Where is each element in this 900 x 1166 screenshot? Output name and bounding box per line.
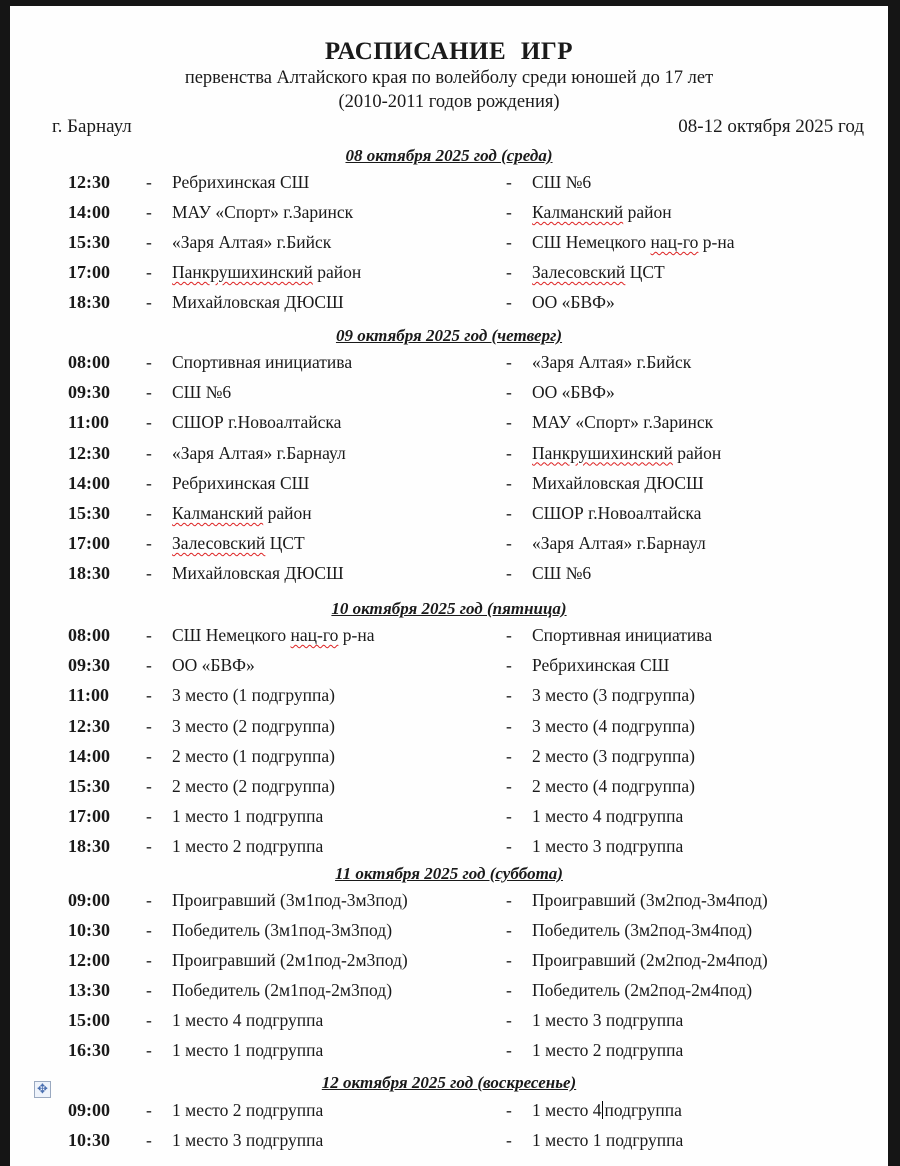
game-time: 09:30 (68, 655, 110, 676)
team-home: 1 место 4 подгруппа (172, 1010, 324, 1030)
game-row (10, 443, 888, 469)
spellcheck-flagged-word: нац-го (290, 625, 339, 645)
day-header: 12 октября 2025 год (воскресенье) (321, 1073, 577, 1092)
dash-separator: - (146, 232, 152, 252)
game-time: 15:00 (68, 1010, 110, 1030)
dash-separator: - (146, 503, 152, 523)
team-home: Победитель (2м1под-2м3под) (172, 980, 393, 1000)
team-home: СШОР г.Новоалтайска (172, 412, 342, 433)
dash-separator: - (506, 172, 512, 192)
game-row (10, 473, 888, 499)
spellcheck-flagged-word: Залесовский (532, 262, 626, 282)
game-time: 09:00 (68, 1100, 110, 1120)
game-time: 09:30 (68, 382, 110, 403)
team-home: Михайловская ДЮСШ (172, 292, 344, 312)
team-home: Спортивная инициатива (172, 352, 353, 372)
dash-separator: - (146, 1130, 152, 1150)
game-time: 14:00 (68, 202, 110, 222)
team-away: ОО «БВФ» (532, 382, 615, 403)
game-row (10, 920, 888, 946)
subtitle-birth-years: (2010-2011 годов рождения) (338, 92, 560, 112)
game-row (10, 950, 888, 976)
team-away: 3 место (4 подгруппа) (532, 715, 695, 736)
event-date-range: 08-12 октября 2025 год (678, 116, 864, 137)
game-time: 15:30 (68, 232, 110, 252)
dash-separator: - (506, 352, 512, 372)
team-home: Ребрихинская СШ (172, 472, 310, 493)
dash-separator: - (506, 950, 512, 970)
dash-separator: - (506, 625, 512, 645)
dash-separator: - (506, 745, 512, 766)
dash-separator: - (506, 292, 512, 312)
game-row (10, 836, 888, 862)
team-away: 2 место (3 подгруппа) (532, 745, 695, 766)
game-row (10, 563, 888, 589)
dash-separator: - (506, 776, 512, 796)
team-home: 3 место (1 подгруппа) (172, 685, 335, 706)
team-away: 2 место (4 подгруппа) (532, 776, 695, 796)
dash-separator: - (506, 806, 512, 827)
team-away: Михайловская ДЮСШ (532, 472, 704, 493)
team-away: Победитель (2м2под-2м4под) (532, 980, 753, 1000)
game-row (10, 655, 888, 681)
team-home: СШ №6 (172, 382, 232, 403)
dash-separator: - (506, 412, 512, 433)
game-time: 12:00 (68, 950, 110, 970)
team-away: 1 место 4 подгруппа (532, 806, 684, 827)
game-row (10, 533, 888, 559)
dash-separator: - (506, 533, 512, 554)
dash-separator: - (146, 890, 152, 910)
game-time: 14:00 (68, 472, 110, 493)
team-away: МАУ «Спорт» г.Заринск (532, 412, 714, 433)
team-away: СШОР г.Новоалтайска (532, 503, 702, 523)
table-move-handle[interactable] (34, 1081, 51, 1098)
game-row (10, 806, 888, 832)
game-time: 18:30 (68, 292, 110, 312)
team-away: Проигравший (2м2под-2м4под) (532, 950, 768, 970)
team-home: 2 место (1 подгруппа) (172, 745, 335, 766)
team-away: Спортивная инициатива (532, 625, 713, 645)
game-time: 08:00 (68, 352, 110, 372)
dash-separator: - (506, 980, 512, 1000)
spellcheck-flagged-word: Залесовский (172, 533, 266, 554)
team-away: СШ №6 (532, 172, 592, 192)
dash-separator: - (146, 172, 152, 192)
team-home: Проигравший (3м1под-3м3под) (172, 890, 408, 910)
game-time: 18:30 (68, 563, 110, 584)
game-row (10, 1100, 888, 1126)
game-time: 08:00 (68, 625, 110, 645)
team-away: ОО «БВФ» (532, 292, 615, 312)
dash-separator: - (506, 442, 512, 463)
document-title: РАСПИСАНИЕ ИГР (324, 38, 574, 65)
dash-separator: - (506, 563, 512, 584)
game-time: 11:00 (68, 685, 110, 706)
dash-separator: - (146, 472, 152, 493)
dash-separator: - (146, 745, 152, 766)
team-away: 3 место (3 подгруппа) (532, 685, 695, 706)
team-home: Калманский район (172, 503, 312, 523)
game-row (10, 382, 888, 408)
team-away: 1 место 4 подгруппа (532, 1100, 682, 1120)
dash-separator: - (506, 232, 512, 252)
team-home: Михайловская ДЮСШ (172, 563, 344, 584)
dash-separator: - (506, 202, 512, 222)
move-arrows-icon: ✥ (37, 1082, 48, 1097)
dash-separator: - (146, 715, 152, 736)
dash-separator: - (506, 262, 512, 282)
team-home: 1 место 3 подгруппа (172, 1130, 324, 1150)
team-home: «Заря Алтая» г.Бийск (172, 232, 332, 252)
team-away: Проигравший (3м2под-3м4под) (532, 890, 768, 910)
team-away: Победитель (3м2под-3м4под) (532, 920, 753, 940)
day-header: 08 октября 2025 год (среда) (345, 146, 553, 165)
team-away: Ребрихинская СШ (532, 655, 670, 676)
game-row (10, 172, 888, 198)
document-page[interactable] (10, 6, 888, 1166)
dash-separator: - (146, 442, 152, 463)
dash-separator: - (506, 503, 512, 523)
game-row (10, 776, 888, 802)
game-row (10, 1010, 888, 1036)
dash-separator: - (506, 1010, 512, 1030)
subtitle-championship: первенства Алтайского края по волейболу среди юношей до 17 лет (184, 68, 714, 88)
dash-separator: - (506, 382, 512, 403)
dash-separator: - (146, 685, 152, 706)
dash-separator: - (506, 1130, 512, 1150)
dash-separator: - (506, 836, 512, 857)
team-home: МАУ «Спорт» г.Заринск (172, 202, 354, 222)
team-away: 1 место 3 подгруппа (532, 836, 684, 857)
game-row (10, 352, 888, 378)
game-row (10, 746, 888, 772)
team-home: Панкрушихинский район (172, 262, 362, 282)
team-home: «Заря Алтая» г.Барнаул (172, 442, 346, 463)
dash-separator: - (146, 262, 152, 282)
dash-separator: - (146, 806, 152, 827)
dash-separator: - (506, 685, 512, 706)
game-time: 09:00 (68, 890, 110, 910)
team-away: Калманский район (532, 202, 672, 222)
game-time: 17:00 (68, 533, 110, 554)
team-home: СШ Немецкого нац-го р-на (172, 625, 375, 645)
dash-separator: - (146, 352, 152, 372)
team-home: 2 место (2 подгруппа) (172, 776, 335, 796)
spellcheck-flagged-word: Панкрушихинский (532, 442, 673, 463)
game-time: 11:00 (68, 412, 110, 433)
game-time: 18:30 (68, 836, 110, 857)
team-away: 1 место 2 подгруппа (532, 1040, 684, 1060)
game-row (10, 685, 888, 711)
game-time: 10:30 (68, 1130, 110, 1150)
team-home: Ребрихинская СШ (172, 172, 310, 192)
team-home: 1 место 2 подгруппа (172, 836, 324, 857)
day-header: 09 октября 2025 год (четверг) (335, 326, 563, 345)
day-header: 10 октября 2025 год (пятница) (331, 599, 567, 618)
game-time: 16:30 (68, 1040, 110, 1060)
team-home: Залесовский ЦСТ (172, 533, 305, 554)
dash-separator: - (146, 950, 152, 970)
game-time: 12:30 (68, 715, 110, 736)
dash-separator: - (506, 655, 512, 676)
game-row (10, 625, 888, 651)
dash-separator: - (506, 472, 512, 493)
game-row (10, 890, 888, 916)
dash-separator: - (146, 776, 152, 796)
spellcheck-flagged-word: Панкрушихинский (172, 262, 313, 282)
team-home: 3 место (2 подгруппа) (172, 715, 335, 736)
dash-separator: - (506, 890, 512, 910)
game-time: 12:30 (68, 172, 110, 192)
dash-separator: - (146, 533, 152, 554)
game-time: 14:00 (68, 745, 110, 766)
team-home: 1 место 1 подгруппа (172, 1040, 324, 1060)
team-away: СШ №6 (532, 563, 592, 584)
dash-separator: - (146, 1040, 152, 1060)
game-time: 13:30 (68, 980, 110, 1000)
game-time: 17:00 (68, 806, 110, 827)
dash-separator: - (506, 1100, 512, 1120)
text-cursor (602, 1101, 603, 1119)
game-row (10, 503, 888, 529)
game-time: 17:00 (68, 262, 110, 282)
game-time: 15:30 (68, 776, 110, 796)
game-row (10, 716, 888, 742)
game-row (10, 202, 888, 228)
dash-separator: - (146, 202, 152, 222)
game-time: 15:30 (68, 503, 110, 523)
team-away: Панкрушихинский район (532, 442, 722, 463)
dash-separator: - (506, 920, 512, 940)
team-away: «Заря Алтая» г.Барнаул (532, 533, 706, 554)
team-away: Залесовский ЦСТ (532, 262, 665, 282)
spellcheck-flagged-word: нац-го (650, 232, 699, 252)
game-row (10, 980, 888, 1006)
day-header: 11 октября 2025 год (суббота) (335, 864, 563, 883)
team-away: 1 место 1 подгруппа (532, 1130, 684, 1150)
venue-city: г. Барнаул (52, 116, 132, 137)
team-away: 1 место 3 подгруппа (532, 1010, 684, 1030)
dash-separator: - (506, 715, 512, 736)
team-away: «Заря Алтая» г.Бийск (532, 352, 692, 372)
game-time: 10:30 (68, 920, 110, 940)
team-home: Проигравший (2м1под-2м3под) (172, 950, 408, 970)
dash-separator: - (146, 625, 152, 645)
game-time: 12:30 (68, 442, 110, 463)
team-away: СШ Немецкого нац-го р-на (532, 232, 735, 252)
dash-separator: - (146, 980, 152, 1000)
team-home: ОО «БВФ» (172, 655, 255, 676)
dash-separator: - (146, 655, 152, 676)
game-row (10, 262, 888, 288)
dash-separator: - (146, 412, 152, 433)
game-row (10, 292, 888, 318)
dash-separator: - (146, 836, 152, 857)
spellcheck-flagged-word: Калманский (532, 202, 624, 222)
team-home: 1 место 2 подгруппа (172, 1100, 324, 1120)
team-home: 1 место 1 подгруппа (172, 806, 324, 827)
spellcheck-flagged-word: Калманский (172, 503, 264, 523)
dash-separator: - (146, 292, 152, 312)
game-row (10, 1040, 888, 1066)
dash-separator: - (146, 1010, 152, 1030)
dash-separator: - (146, 382, 152, 403)
dash-separator: - (146, 920, 152, 940)
game-row (10, 412, 888, 438)
dash-separator: - (146, 1100, 152, 1120)
game-row (10, 1130, 888, 1156)
game-row (10, 232, 888, 258)
team-home: Победитель (3м1под-3м3под) (172, 920, 393, 940)
dash-separator: - (506, 1040, 512, 1060)
dash-separator: - (146, 563, 152, 584)
